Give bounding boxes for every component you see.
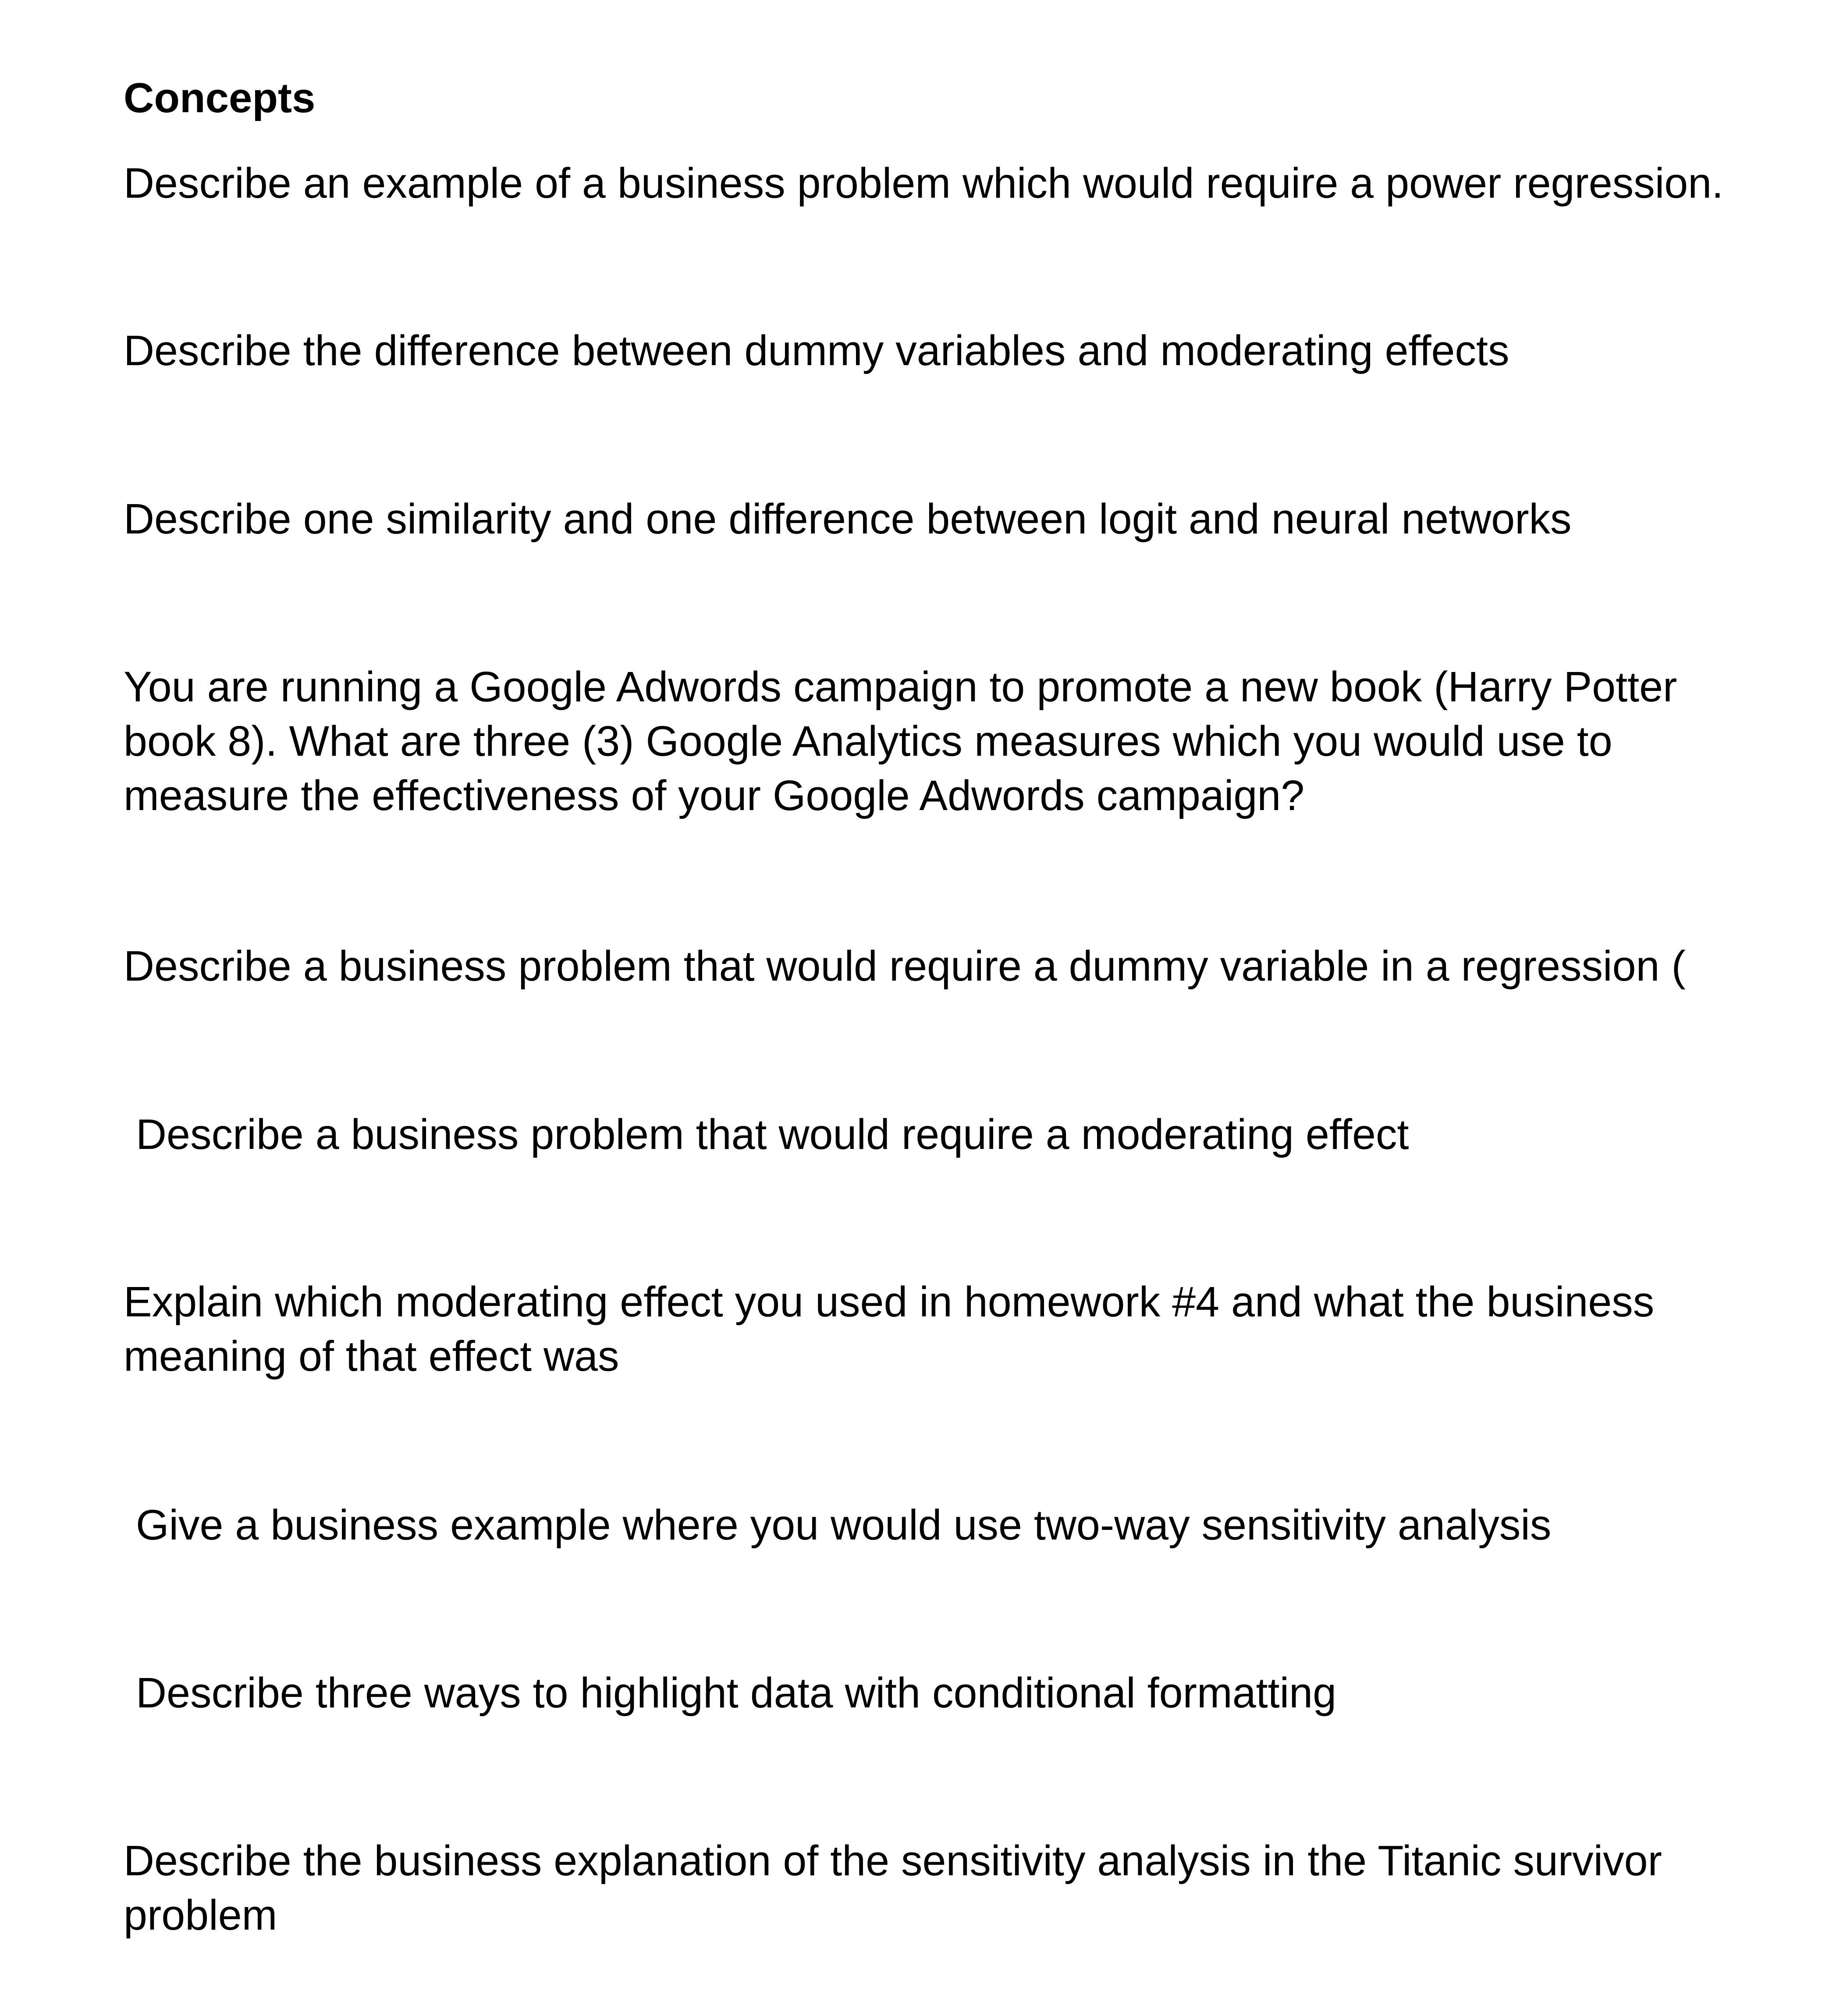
question-5 [124, 939, 1686, 993]
question-line: Describe an example of a business problem which would require a power regression. [124, 159, 1724, 207]
question-4 [124, 660, 1677, 823]
question-line: Explain which moderating effect you used in homework #4 and what the business [124, 1278, 1655, 1326]
question-line: Describe three ways to highlight data with conditional formatting [136, 1669, 1337, 1717]
question-6 [136, 1107, 1409, 1162]
question-line: You are running a Google Adwords campaign to promote a new book (Harry Potter [124, 663, 1677, 711]
question-line: Describe a business problem that would require a dummy variable in a regression ( [124, 942, 1686, 990]
question-line: meaning of that effect was [124, 1332, 619, 1380]
question-line: book 8). What are three (3) Google Analytics measures which you would use to [124, 717, 1612, 765]
question-8 [136, 1498, 1551, 1552]
question-7 [124, 1275, 1654, 1383]
question-line: Describe the difference between dummy variables and moderating effects [124, 327, 1509, 374]
question-line: measure the effectiveness of your Google Adwords campaign? [124, 772, 1305, 819]
question-2 [124, 324, 1509, 378]
question-line: Give a business example where you would use two-way sensitivity analysis [136, 1501, 1552, 1549]
question-9 [136, 1666, 1336, 1720]
question-line: problem [124, 1891, 277, 1939]
question-3 [124, 492, 1572, 546]
question-10 [124, 1834, 1662, 1942]
question-1 [124, 156, 1723, 210]
question-line: Describe a business problem that would require a moderating effect [136, 1110, 1409, 1158]
section-heading: Concepts [124, 75, 316, 121]
question-line: Describe the business explanation of the sensitivity analysis in the Titanic survivor [124, 1837, 1662, 1884]
question-line: Describe one similarity and one difference between logit and neural networks [124, 495, 1572, 543]
